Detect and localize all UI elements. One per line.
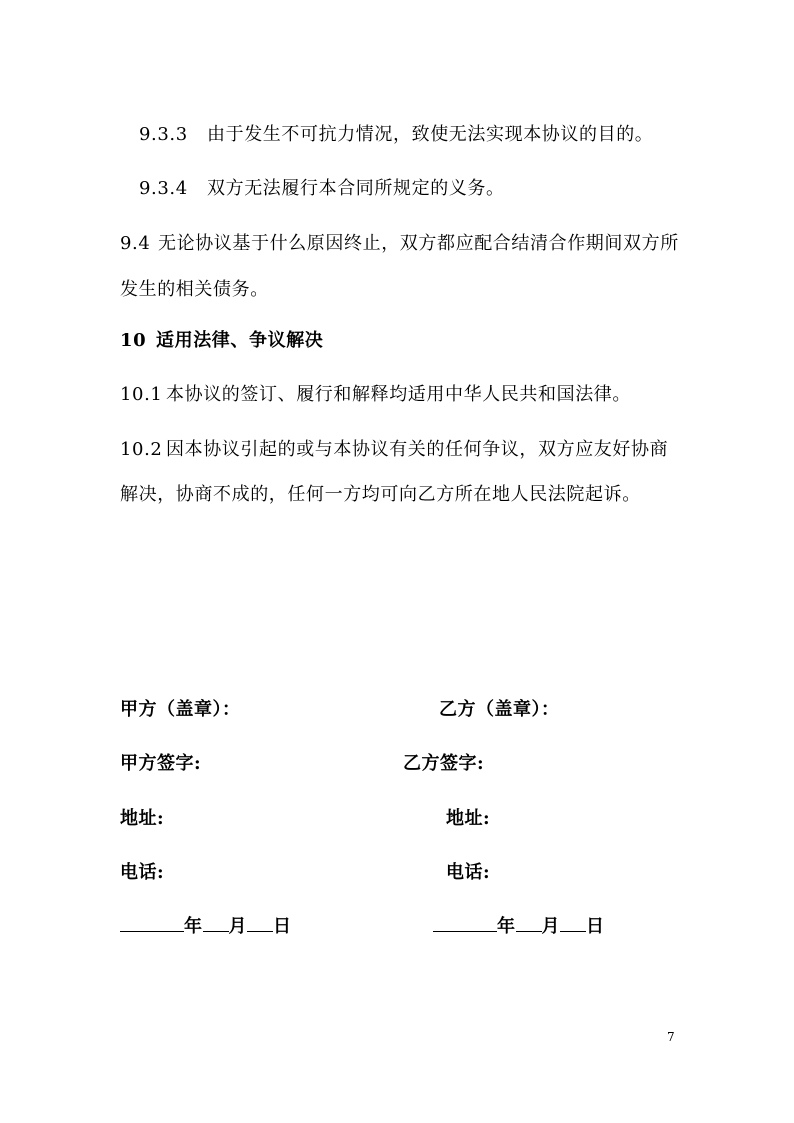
day-blank	[247, 915, 273, 932]
party-b-seal: 乙方（盖章）：	[439, 699, 560, 720]
clause-text: 发生的相关债务。	[120, 279, 269, 300]
page-number: 7	[667, 1030, 675, 1044]
clause-text: 本协议的签订、履行和解释均适用中华人民共和国法律。	[166, 384, 631, 405]
clause-10-2-line1	[120, 439, 668, 461]
section-number: 10	[120, 330, 147, 351]
party-b-signature: 乙方签字:	[403, 753, 485, 774]
day-blank	[560, 915, 586, 932]
party-a-seal: 甲方（盖章）：	[120, 699, 241, 720]
clause-9-4-line1	[120, 233, 679, 255]
clause-9-4-line2	[120, 279, 269, 301]
month-label: 月	[228, 916, 247, 937]
party-b-address: 地址:	[446, 808, 491, 829]
section-10-heading	[120, 330, 323, 352]
clause-text: 因本协议引起的或与本协议有关的任何争议，双方应友好协商	[166, 439, 669, 460]
clause-9-3-3	[139, 124, 653, 146]
day-label: 日	[273, 916, 292, 937]
clause-text: 解决，协商不成的，任何一方均可向乙方所在地人民法院起诉。	[120, 484, 641, 505]
month-blank	[516, 915, 542, 932]
year-blank	[120, 915, 184, 932]
party-a-date	[120, 915, 292, 938]
clause-9-3-4	[139, 178, 505, 200]
clause-text: 无论协议基于什么原因终止，双方都应配合结清合作期间双方所	[158, 233, 679, 254]
clause-10-1	[120, 384, 631, 406]
party-a-phone: 电话:	[120, 862, 165, 883]
clause-text: 双方无法履行本合同所规定的义务。	[207, 178, 505, 199]
clause-10-2-line2	[120, 484, 641, 506]
year-label: 年	[184, 916, 203, 937]
clause-text: 由于发生不可抗力情况，致使无法实现本协议的目的。	[207, 124, 654, 145]
year-label: 年	[497, 916, 516, 937]
clause-number: 10.2	[120, 439, 163, 460]
clause-number: 9.4	[120, 233, 151, 254]
clause-number: 10.1	[120, 384, 163, 405]
party-b-date	[433, 915, 605, 938]
day-label: 日	[586, 916, 605, 937]
month-label: 月	[541, 916, 560, 937]
clause-number: 9.3.4	[139, 178, 188, 199]
party-a-address: 地址:	[120, 808, 165, 829]
section-title: 适用法律、争议解决	[156, 330, 324, 351]
clause-number: 9.3.3	[139, 124, 188, 145]
month-blank	[203, 915, 229, 932]
party-a-signature: 甲方签字:	[120, 753, 202, 774]
year-blank	[433, 915, 497, 932]
party-b-phone: 电话:	[446, 862, 491, 883]
